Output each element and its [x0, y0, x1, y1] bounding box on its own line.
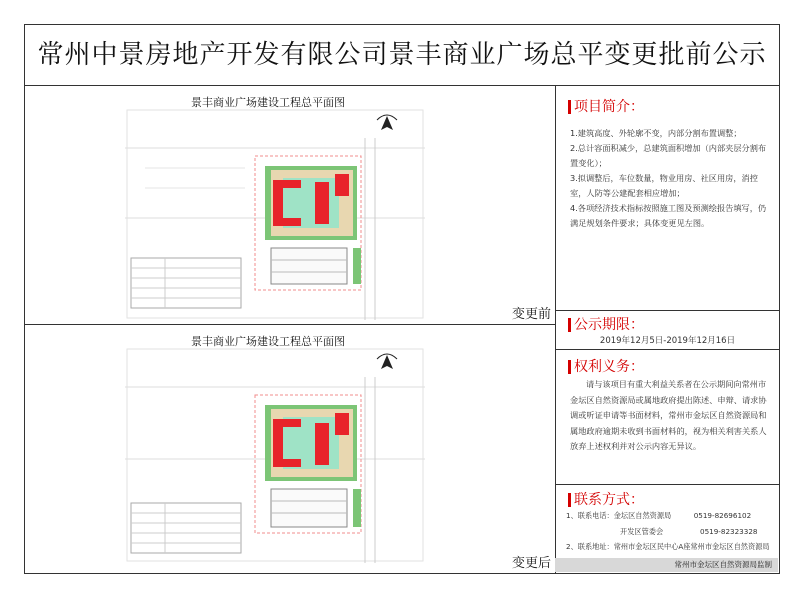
- page-title: 常州中景房地产开发有限公司景丰商业广场总平变更批前公示: [25, 25, 779, 86]
- intro-item: 2.总计容面积减少，总建筑面积增加（内部夹层分割布置变化）；: [570, 143, 767, 168]
- rights-text: 请与该项目有重大利益关系者在公示期间向常州市金坛区自然资源局或属地政府提出陈述、申辩、请求协调或听证申请等书面材料，常州市金坛区自然资源局和属地政府逾期未收到书面材料的，视为相关利害关系人放弃上述权利并对公示内容无异议。: [570, 379, 767, 451]
- contact-phone-2: 0519-82323328: [700, 527, 758, 536]
- north-arrow-icon: [377, 115, 397, 130]
- contact-line-1: [566, 511, 751, 521]
- period-text: 2019年12月5日-2019年12月16日: [599, 336, 736, 346]
- intro-item: 3.拟调整后，车位数量，物业用房、社区用房，消控室，人防等公建配套相应增加；: [570, 173, 758, 198]
- notice-board: [24, 24, 780, 574]
- contact-phone-label: 1、联系电话：: [566, 511, 614, 520]
- intro-list: [570, 126, 774, 231]
- contact-org-2: 开发区管委会: [620, 527, 664, 536]
- intro-heading: 项目简介：: [568, 96, 644, 116]
- divider: [556, 484, 779, 485]
- plan-panel-before: [25, 86, 555, 325]
- tag-after: 变更后: [511, 556, 551, 571]
- contact-heading: 联系方式：: [568, 489, 644, 509]
- intro-item: 1.建筑高度、外轮廓不变，内部分割布置调整；: [570, 128, 742, 138]
- contact-line-2: [566, 527, 757, 537]
- contact-phone-1: 0519-82696102: [693, 511, 752, 520]
- site-plan-before: [125, 108, 425, 320]
- contact-address: 2、联系地址：常州市金坛区民中心A座常州市金坛区自然资源局: [566, 542, 770, 551]
- plans-column: [25, 86, 556, 573]
- footer-credit: 常州市金坛区自然资源局监制: [674, 560, 772, 569]
- period-heading: 公示期限：: [568, 314, 644, 334]
- site-plan-after: [125, 347, 425, 563]
- plan-title-before: 景丰商业广场建设工程总平面图: [191, 96, 345, 109]
- info-column: [556, 86, 779, 573]
- north-arrow-icon: [377, 354, 397, 369]
- plan-title-after: 景丰商业广场建设工程总平面图: [191, 335, 345, 348]
- rights-heading: 权利义务：: [568, 356, 644, 376]
- divider: [556, 349, 779, 350]
- intro-item: 4.各项经济技术指标按照施工图及预测绘报告填写，仍满足规划条件要求；具体变更见左图。: [570, 203, 767, 228]
- plan-panel-after: [25, 325, 555, 573]
- tag-before: 变更前: [511, 307, 551, 322]
- contact-org-1: 金坛区自然资源局: [613, 511, 672, 520]
- divider: [556, 310, 779, 311]
